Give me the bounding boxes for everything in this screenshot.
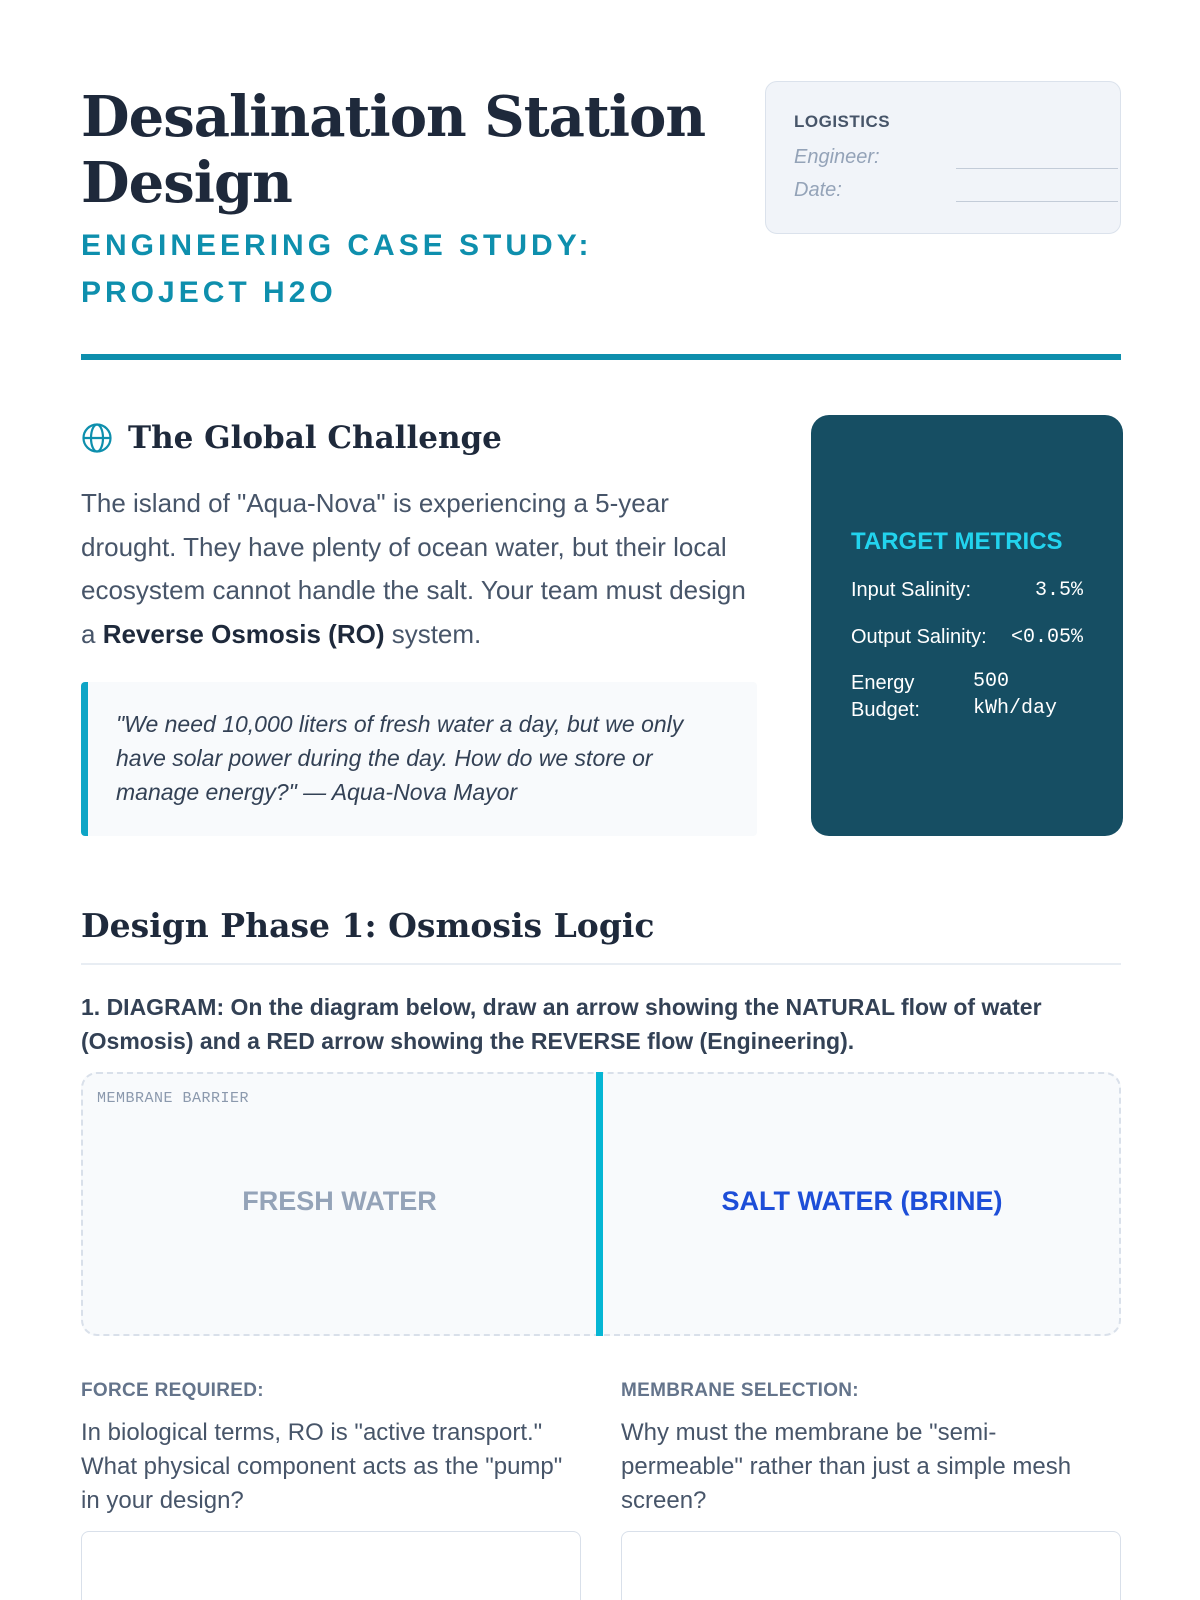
metric-value-output-salinity: <0.05%	[1011, 626, 1084, 649]
engineer-label: Engineer:	[794, 146, 880, 168]
metric-value-energy-budget: 500 kWh/day	[973, 670, 1058, 720]
membrane-barrier	[596, 1072, 603, 1336]
fresh-water-label: FRESH WATER	[242, 1186, 437, 1216]
salt-water-label: SALT WATER (BRINE)	[721, 1186, 1003, 1216]
membrane-label: MEMBRANE BARRIER	[97, 1090, 250, 1107]
force-question-text: In biological terms, RO is "active transport." What physical component acts as the "pump" in your design?	[81, 1419, 563, 1514]
metric-label-input-salinity: Input Salinity:	[851, 579, 972, 601]
force-answer-box[interactable]	[81, 1531, 581, 1600]
osmosis-diagram[interactable]	[81, 1072, 1121, 1336]
logistics-card	[765, 81, 1121, 234]
phase-1-heading: Design Phase 1: Osmosis Logic	[81, 906, 655, 945]
phase-divider	[81, 963, 1121, 965]
page-subtitle: ENGINEERING CASE STUDY: PROJECT H2O	[81, 229, 593, 309]
membrane-answer-box[interactable]	[621, 1531, 1121, 1600]
diagram-instructions: 1. DIAGRAM: On the diagram below, draw an arrow showing the NATURAL flow of water (Osmosis) and a RED arrow showing the REVERSE flow (Engineering).	[81, 994, 1042, 1054]
membrane-question-label: MEMBRANE SELECTION:	[621, 1380, 859, 1401]
challenge-emphasis: Reverse Osmosis (RO)	[102, 618, 385, 649]
metrics-heading: TARGET METRICS	[851, 528, 1063, 555]
challenge-text-end: system.	[384, 618, 482, 649]
date-label: Date:	[794, 179, 842, 201]
page-title: Desalination Station Design	[81, 84, 706, 216]
challenge-description	[81, 482, 751, 656]
mayor-quote	[81, 682, 757, 836]
worksheet-page	[81, 0, 1131, 1600]
metric-label-energy-budget: Energy Budget:	[851, 672, 920, 721]
challenge-heading: The Global Challenge	[128, 420, 502, 456]
quote-text: "We need 10,000 liters of fresh water a day, but we only have solar power during the day. How do we store or manage energy?" — Aqua-Nova Mayor	[116, 711, 684, 805]
globe-icon	[81, 422, 113, 454]
date-field[interactable]	[956, 201, 1118, 202]
metric-value-input-salinity: 3.5%	[1035, 579, 1084, 602]
force-question-label: FORCE REQUIRED:	[81, 1380, 264, 1401]
challenge-text: The island of "Aqua-Nova" is experiencing a 5-year drought. They have plenty of ocean water, but their local ecosystem cannot handle the salt. Your team must design a	[81, 488, 746, 649]
header-divider	[81, 354, 1121, 360]
membrane-question-text: Why must the membrane be "semi-permeable" rather than just a simple mesh screen?	[621, 1419, 1072, 1514]
logistics-heading: LOGISTICS	[794, 112, 891, 131]
target-metrics-card	[811, 415, 1123, 836]
engineer-field[interactable]	[956, 168, 1118, 169]
metric-label-output-salinity: Output Salinity:	[851, 626, 987, 648]
